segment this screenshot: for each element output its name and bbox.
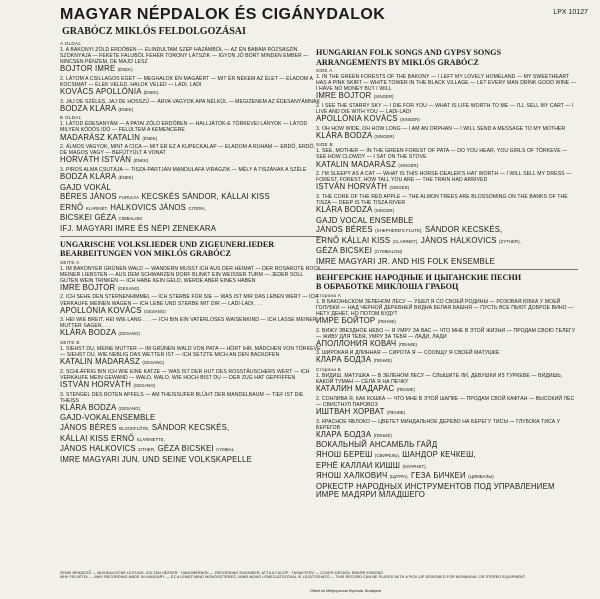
language-section-subheading: В ОБРАБОТКЕ МИКЛОША ГРАБОЦ xyxy=(316,282,459,292)
performer-line xyxy=(316,206,578,216)
performer-role: (КЛАРНЕТ), xyxy=(402,463,427,469)
performer-role: (CYMBALON) xyxy=(374,249,403,255)
performer-name: ОРКЕСТР НАРОДНЫХ ИНСТРУМЕНТОВ ПОД УПРАВЛЕНИЕМ ИМРЕ МАДЯРИ МЛАДШЕГО xyxy=(316,481,555,500)
track-medley: 1. В БАКОНЬСКОМ ЗЕЛЕНОМ ЛЕСУ — УШЕЛ Я СО СВОЕЙ РОДИНЫ — РОЗОВАЯ ЮБКА У МОЕЙ ГОЛУБКИ — НАД ЧЕРНОЙ ДЕРЕВНЕЙ ВИДНА БЕЛАЯ БАШНЯ — ПУСТЬ ВСЕ ПЬЮТ ДОБРОЕ ВИНО — НЕТУ ДЕНЕГ, НО ПОТОМ БУДУТ xyxy=(316,298,574,317)
performer-name: ИШТВАН ХОРВАТ xyxy=(316,406,385,416)
track-medley: 1. ВИДИШ, МАТУШКА — В ЗЕЛЕНОМ ЛЕСУ — СЛЫШИТЕ ЛИ, ДЕВУШКИ ИЗ ТУРКЕВЕ — ВИДИШЬ, КАКОЙ ТУМАН — СЕЛА Я НА ПЕЧКУ xyxy=(316,373,563,386)
performer-line xyxy=(316,356,578,366)
track-medley: 1. SIEHST DU, MEINE MUTTER — IM GRÜNEN WALD VON PATA — HÖRT IHR, MÄDCHEN VON TÖRKEVE — SIEHST DU, WIE NEBLIG DAS WETTER IST — ICH SETZTE MICH AN DEN BACKOFEN xyxy=(60,346,321,359)
performer-name: KLÁRA BODZA xyxy=(316,205,372,215)
performer-name: KECSKÉS SÁNDOR, KÁLLAI KISS xyxy=(141,192,270,202)
performer-name: ШАНДОР КЕЧКЕШ, xyxy=(402,449,476,459)
credits-line: ZENEI RENDEZŐ — MUSIKALISCHE LEITUNG: ZOLTÁN HÉZSER · HANGMÉRNÖK — RECORDING ENGINEER: ATTILA FÜLÖP · TASAKTERV — COVER DESIGN: ENDRE ESMOND xyxy=(60,571,384,575)
performer-role: (SINGER) xyxy=(373,94,394,100)
track-medley: 3. THE CORE OF THE RED APPLE — THE ALMON TREES ARE BLOSSOMING ON THE BANKS OF THE TISZA — DEEP IS THE TISZA RIVER xyxy=(316,193,568,206)
performer-name: HALKOVICS JÁNOS xyxy=(110,202,187,212)
side-label: SIDE A xyxy=(316,68,333,73)
performer-name: BODZA KLÁRA xyxy=(60,103,116,113)
left-column xyxy=(60,40,322,465)
performer-name: ГЕЗА БИЧКЕИ xyxy=(411,471,466,481)
performer-line xyxy=(316,217,578,226)
performer-role: BLOCKFLÖTE, xyxy=(119,425,150,431)
performer-role: (GESANG) xyxy=(133,382,156,388)
track-medley: 2. ICH SEHE DEN STERNENHIMMEL — ICH STERBE FÜR SIE — WAS IST MIR DAS LEBEN WERT — ICH VERKAUFE MEINEN WAGEN — ICH LEBE UND STERBE MIT DIR — LADI-LADI . . . xyxy=(60,294,319,307)
language-section-heading: ВЕНГЕРСКИЕ НАРОДНЫЕ И ЦЫГАНСКИЕ ПЕСНИ xyxy=(316,272,522,282)
performer-name: JÁNOS HALKOVICS xyxy=(420,235,497,245)
performer-role: (ЦИТРА), xyxy=(389,474,409,480)
section-divider xyxy=(60,236,322,237)
side-label: Сторона Б xyxy=(316,367,342,372)
performer-role: (GESANG) xyxy=(117,285,140,291)
performer-name: КАТАЛИН МАДАРАС xyxy=(316,384,395,394)
performer-name: GAJD VOKÁL xyxy=(60,182,111,192)
performer-name: ISTVÁN HORVÁTH xyxy=(60,379,132,389)
track-medley: 3. HEI WIE BREIT, HEI WIE LANG . . . — ICH BIN EIN VATERLOSES WAISENKIND — ICH LASSE MEINER MUTTER SAGEN . . . xyxy=(60,317,317,330)
performer-line xyxy=(316,132,578,142)
performer-line xyxy=(60,88,322,98)
performer-role: (GESANG) xyxy=(118,405,141,411)
performer-line xyxy=(60,424,322,434)
performer-role: (ÉNEK) xyxy=(133,158,149,164)
performer-role: (ПЕНИЕ) xyxy=(373,432,392,438)
performer-name: ERNŐ xyxy=(60,202,84,212)
track-medley: 1. IN THE GREEN FORESTS OF THE BAKONY — I LEFT MY LOVELY HOMELAND — MY SWEETHEART HAS A PINK SKIRT — WHITE TOWER IN THE BLACK VILLAGE — LET EVERY MAN DRINK GOOD WINE — I HAVE NO MONEY BUT I WILL xyxy=(316,74,576,93)
performer-line xyxy=(60,329,322,339)
performer-name: KÁLLAI KISS ERNŐ xyxy=(60,433,135,443)
performer-name: GÉZA BICSKEI xyxy=(157,444,214,454)
performer-name: MADARÁSZ KATALIN xyxy=(60,132,141,142)
performer-name: GÉZA BICSKEI xyxy=(316,246,373,256)
credits-footer xyxy=(60,571,590,580)
performer-role: (ПЕНИЕ) xyxy=(398,341,417,347)
track-medley: 3. STENGEL DES ROTEN APFELS — AM THEISSUFER BLÜHT DER MANDELBAUM — TIEF IST DIE THEISS xyxy=(60,391,304,404)
track-medley: 3. PIROS ALMA CSUTÁJA — TISZA-PARTJÁN MANDULAFA VIRÁGZIK — MÉLY A TISZÁNAK A SZÉLE xyxy=(60,166,307,173)
performer-role: (ЦИМБАЛЫ) xyxy=(468,474,494,480)
side-label: SEITE A xyxy=(60,259,80,265)
track-medley: 3. КРАСНОЕ ЯБЛОКО — ЦВЕТЕТ МИНДАЛЬНОЕ ДЕРЕВО НА БЕРЕГУ ТИСЫ — ГЛУБОКА ТИСА У БЕРЕГОВ xyxy=(316,418,561,431)
performer-name: KLÁRA BODZA xyxy=(60,328,116,338)
performer-line xyxy=(60,414,322,423)
performer-line xyxy=(60,134,322,144)
performer-name: ЯНОШ БЕРЕШ xyxy=(316,449,373,459)
performer-role: FURULYA xyxy=(119,195,140,201)
track-medley: 2. I'M SLEEPY AS A CAT — WHAT IS THIS HORSE-DEALER'S HAT WORTH — I WILL SELL MY DRESS — FOREST, FOREST, HOW TALL YOU ARE — THE TRAIN HAD ARRIVED xyxy=(316,171,572,184)
performer-name: JÁNOS HALKOVICS xyxy=(60,444,136,454)
performer-line xyxy=(60,184,322,193)
performer-line xyxy=(60,214,322,224)
performer-name: APOLLÓNIA KOVÁCS xyxy=(60,305,142,315)
performer-line xyxy=(60,404,322,414)
performer-name: GAJD-VOKALENSEMBLE xyxy=(60,413,156,423)
performer-role: (SINGER) xyxy=(400,117,420,123)
performer-name: IMRE BOJTOR xyxy=(316,91,372,101)
performer-name: HORVÁTH ISTVÁN xyxy=(60,155,132,165)
performer-line xyxy=(60,156,322,166)
performer-name: ЯНОШ ХАЛКОВИЧ xyxy=(316,471,388,481)
performer-line xyxy=(316,431,578,441)
performer-line xyxy=(316,317,578,327)
performer-role: (ПЕНИЕ) xyxy=(377,318,396,324)
side-label: Сторона А xyxy=(316,292,342,298)
language-section-heading: UNGARISCHE VOLKSLIEDER UND ZIGEUNERLIEDER xyxy=(60,239,275,249)
track-medley: 2. ВИЖУ ЗВЕЗДНОЕ НЕБО — Я УМРУ ЗА ВАС — ЧТО МНЕ В ЭТОЙ ЖИЗНИ — ПРОДАМ СВОЮ ТЕЛЕГУ — ЖИВУ ДЛЯ ТЕБЯ, УМРУ ЗА ТЕБЯ — ЛАДИ, ЛАДИ xyxy=(316,327,576,340)
performer-role: (ÉNEK) xyxy=(118,175,134,180)
side-label: SEITE B xyxy=(60,340,80,345)
performer-role: KLARINÉT, xyxy=(85,205,108,211)
performer-line xyxy=(60,284,322,294)
language-section-subheading: ARRANGEMENTS BY MIKLÓS GRABÓCZ xyxy=(316,57,479,67)
performer-role: CITERA, xyxy=(188,205,206,211)
album-subtitle: GRABÓCZ MIKLÓS FELDOLGOZÁSAI xyxy=(62,26,246,37)
side-label: B OLDAL xyxy=(60,115,82,121)
performer-name: KATALIN MADARÁSZ xyxy=(316,159,397,169)
performer-line xyxy=(316,183,578,193)
performer-name: КЛАРА БОДЗА xyxy=(316,355,372,365)
performer-line xyxy=(60,225,322,234)
performer-role: (ПЕНИЕ) xyxy=(396,387,415,393)
performer-name: BÉRES JÁNOS xyxy=(60,192,117,202)
performer-name: KATALIN MADARÁSZ xyxy=(60,357,141,367)
track-medley: 1. IM BAKONYER GRÜNEN WALD — WANDERN MUSST ICH AUS DER HEIMAT — DER ROSAROTE ROCK MEINER LIEBSTEN — AUS DEM SCHWARZEN DORF BLINKT EIN WEISSER TURM — JEDER SOLL GUTEN WEIN TRINKEN — ICH HABE KEIN GELD, WERDE ABER EINES HABEN xyxy=(60,265,321,284)
performer-line xyxy=(60,307,322,317)
performer-name: GAJD VOCAL ENSEMBLE xyxy=(316,215,414,225)
performer-name: ИМРЕ БОЙТОР xyxy=(316,315,376,325)
performer-name: JÁNOS BÉRES xyxy=(316,225,373,235)
performer-line xyxy=(316,340,578,350)
performer-role: (ПЕНИЕ) xyxy=(386,409,406,415)
performer-name: IMRE BOJTOR xyxy=(60,282,116,292)
catalog-number: LPX 10127 xyxy=(553,9,588,16)
performer-role: (SINGER) xyxy=(389,185,410,191)
performer-line xyxy=(60,358,322,368)
performer-line xyxy=(316,441,578,450)
performer-name: JÁNOS BÉRES xyxy=(60,422,117,432)
performer-line xyxy=(60,435,322,445)
performer-name: KOVÁCS APOLLÓNIA xyxy=(60,87,142,97)
performer-role: (SINGER) xyxy=(374,208,395,214)
performer-role: (SINGER) xyxy=(374,133,395,139)
performer-name: IMRE MAGYARI JUN. UND SEINE VOLKSKAPELLE xyxy=(60,454,252,464)
printer-credit: Offset és Mélynyomda Nyomda, Budapest xyxy=(310,589,382,593)
album-title: MAGYAR NÉPDALOK ÉS CIGÁNYDALOK xyxy=(60,6,386,23)
track-medley: 2. ÁLMOS VAGYOK, MINT A CICA — MIT ÉR EZ A KUPECKALAP — ELADOM A RUHÁM — ERDŐ, ERDŐ, DE MAGOS VAGY — BEFŰTYÜLT A VONAT xyxy=(60,144,316,157)
track-medley: 2. LÁTOM A CSILLAGOS EGET — MEGHALOK ÉN MAGÁÉRT — MIT ÉR NÉKEM AZ ÉLET — ELADOM A KOCSIMAT — ÉLEK VELED, HALOK VELED — LADI, LADI xyxy=(60,75,313,88)
performer-role: (SHEPHERD'S FLUTE), xyxy=(375,228,423,234)
performer-line xyxy=(316,451,578,461)
performer-role: (ÉNEK) xyxy=(118,106,134,112)
performer-name: КЛАРА БОДЗА xyxy=(316,429,372,439)
performer-line xyxy=(316,483,578,500)
performer-name: ЕРНЁ КАЛЛАИ КИШШ xyxy=(316,460,401,470)
performer-line xyxy=(316,258,578,267)
performer-role: (SINGER) xyxy=(398,162,419,168)
performer-line xyxy=(60,381,322,391)
performer-role: (ПЕНИЕ) xyxy=(373,358,392,364)
performer-line xyxy=(60,445,322,455)
performer-line xyxy=(60,204,322,214)
language-section-subheading: BEARBEITUNGEN VON MIKLÓS GRABÓCZ xyxy=(60,249,231,259)
side-label: A OLDAL xyxy=(60,41,82,46)
performer-line xyxy=(316,385,578,395)
performer-line xyxy=(60,193,322,203)
performer-line xyxy=(60,65,322,75)
performer-role: (CLARINET), xyxy=(392,238,419,244)
performer-role: ZITHER, xyxy=(138,447,156,453)
performer-line xyxy=(316,226,578,236)
performer-role: (ÉNEK) xyxy=(143,90,159,96)
performer-name: ISTVÁN HORVÁTH xyxy=(316,182,388,192)
performer-name: ERNŐ KÁLLAI KISS xyxy=(316,235,391,245)
performer-line xyxy=(316,115,578,125)
recording-note: MHV FELVÉTEL — MHV RECORDING MADE IN HUNGARY — EZ A LEMEZ MIND MONÓ/SZTEREÓ, MIND MONÓ LEMEZJÁTSZÓVAL IS LEJÁTSZHATÓ — THIS RECORD CAN BE PLAYED WITH A PICK-UP DESIGNED FOR MONAURAL OR STEREO EQUIPMENT xyxy=(60,575,526,580)
performer-name: BODZA KLÁRA xyxy=(60,172,116,181)
performer-name: SÁNDOR KECSKÉS, xyxy=(424,225,503,235)
track-medley: 2. SCHLÄFRIG BIN ICH WIE EINE KATZE — WAS IST DER HUT DES ROSSTÄUSCHERS WERT — ICH VERKAUFE MEIN GEWAND — WALD, WALD, WIE HOCH BIST DU — DER ZUG HAT GEPFIFFEN xyxy=(60,368,310,381)
track-medley: 2. СОНЛИВА Я, КАК КОШКА — ЧТО МНЕ В ЭТОЙ ШАПКЕ — ПРОДАМ СВОЙ КАФТАН — ВЫСОКИЙ ЛЕС — СВИСТНУЛ ПАРОВОЗ xyxy=(316,395,575,408)
performer-line xyxy=(60,105,322,115)
performer-name: IFJ. MAGYARI IMRE ÉS NÉPI ZENEKARA xyxy=(60,223,217,233)
performer-role: (ÉNEK) xyxy=(117,67,133,73)
track-medley: 3. ШИРОКАЯ И ДЛИННАЯ — СИРОТА Я — СООБЩУ Я СВОЕЙ МАТУШКЕ xyxy=(316,350,500,357)
language-section-heading: HUNGARIAN FOLK SONGS AND GYPSY SONGS xyxy=(316,48,502,57)
side-label: SIDE B xyxy=(316,142,333,148)
performer-line xyxy=(316,472,578,482)
performer-line xyxy=(60,456,322,465)
track-medley: 1. SEE, MOTHER — IN THE GREEN FOREST OF PATA — DO YOU HEAR, YOU GIRLS OF TÖRKEVE — SEE HOW CLOWDY — I SAT ON THE STOVE xyxy=(316,148,568,161)
performer-name: ВОКАЛЬНЫЙ АНСАМБЛЬ ГАЙД xyxy=(316,440,438,450)
performer-name: АПОЛЛОНИЯ КОВАЧ xyxy=(316,338,397,348)
performer-role: (GESANG) xyxy=(144,308,166,314)
track-medley: 1. LÁTOD ÉDESANYÁM — A PATAI ZÖLD ERDŐBEN — HALLJÁTOK-E TÖRKEVEI LÁNYOK — LÁTOD MILYEN KÖDÖS IDŐ — FELÜLTEM A KEMENCÉRE xyxy=(60,121,308,134)
performer-role: (GESANG) xyxy=(118,331,141,337)
performer-role: KLARINETTE, xyxy=(136,436,165,442)
performer-name: BOJTOR IMRE xyxy=(60,64,116,74)
right-column xyxy=(316,48,578,501)
performer-line xyxy=(316,247,578,257)
performer-role: CYMBAL xyxy=(216,447,235,453)
performer-line xyxy=(316,92,578,102)
performer-role: CIMBALOM xyxy=(118,216,142,222)
performer-role: (ÉNEK) xyxy=(142,135,158,141)
performer-name: SÁNDOR KECSKÉS, xyxy=(151,422,230,432)
section-divider xyxy=(316,269,578,270)
performer-line xyxy=(316,237,578,247)
performer-name: KLÁRA BODZA xyxy=(60,402,116,412)
performer-role: (СВИРЕЛЬ), xyxy=(374,452,400,458)
performer-line xyxy=(316,462,578,472)
performer-name: BICSKEI GÉZA xyxy=(60,213,117,223)
performer-name: APOLLÓNIA KOVÁCS xyxy=(316,114,398,124)
performer-role: (ZYTHER), xyxy=(499,238,521,244)
performer-line xyxy=(316,161,578,171)
track-medley: 2. I SEE THE STARRY SKY — I DIE FOR YOU — WHAT IS LIFE WORTH TO ME — I'LL SELL MY CART — I LIVE AND DIE WITH YOU — LADI-LADI xyxy=(316,102,574,115)
performer-line xyxy=(316,408,578,418)
performer-line xyxy=(60,173,322,183)
performer-name: KLÁRA BODZA xyxy=(316,130,372,140)
track-medley: 1. A BAKONYI ZÖLD ERDŐBEN — ELINDULTAM SZÉP HAZÁMBÓL — AZ ÉN BABÁM RÓZSASZÍN SZOKNYÁJA — FEKETE FALUBÓL FEHÉR TORONY LÁTSZIK — IGYON JÓ BORT MINDEN EMBER — NINCSEN PÉNZEM, DE MAJD LESZ xyxy=(60,47,309,66)
performer-name: IMRE MAGYARI JR. AND HIS FOLK ENSEMBLE xyxy=(316,257,496,267)
performer-role: (GESANG) xyxy=(142,360,165,366)
track-medley: 3. OH HOW WIDE, OH HOW LONG — I AM AN ORPHAN — I WILL SEND A MESSAGE TO MY MOTHER xyxy=(316,125,566,132)
track-medley: 3. JAJ DE SZÉLES, JAJ DE HOSSZÚ — ÁRVA VAGYOK APA NÉLKÜL — MEGIZENEM AZ ÉDESANYÁMNAK xyxy=(60,98,321,105)
